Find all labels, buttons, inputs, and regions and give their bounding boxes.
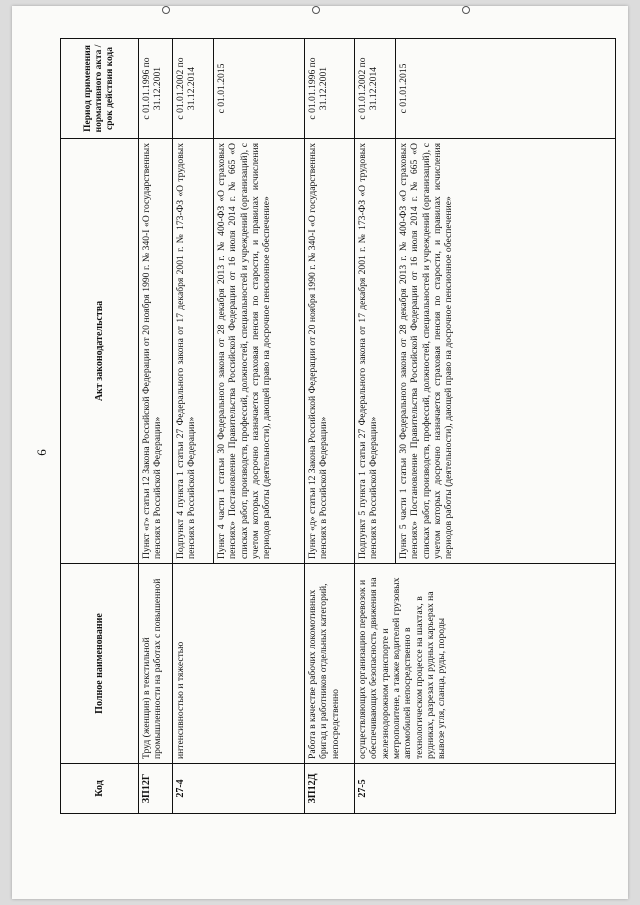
period-cell [173, 39, 305, 139]
act-text: Подпункт 5 пункта 1 статьи 27 Федерального закона от 17 декабря 2001 г. № 173-ФЗ «О трудовых пенсиях в Российской Федерации» [355, 139, 396, 563]
act-text: Пункт «д» статьи 12 Закона Российской Федерации от 20 ноября 1990 г. № 340-I «О государственных пенсиях в Российской Федерации» [307, 143, 330, 559]
header-act: Акт законодательства [61, 139, 139, 564]
period-cell [355, 39, 616, 139]
table-header-row [61, 39, 139, 814]
table-row [305, 39, 355, 814]
header-period: Период применения нормативного акта / срок действия кода [61, 39, 139, 139]
page-number: 6 [34, 449, 49, 456]
name-cell: осуществляющих организацию перевозок и обеспечивающих безопасность движения на железнодорожном транспорте и метрополитене, а также водителей грузовых автомобилей непосредственно в технологическом процессе на шахтах, в рудниках, разрезах и рудных карьерах на вывозе угля, сланца, руды, породы [355, 564, 616, 764]
period-text: с 01.01.2015 [216, 63, 227, 114]
codes-table [60, 38, 616, 814]
table-row [173, 39, 305, 814]
name-cell: интенсивностью и тяжестью [173, 564, 305, 764]
act-text: Подпункт 4 пункта 1 статьи 27 Федерального закона от 17 декабря 2001 г. № 173-ФЗ «О трудовых пенсиях в Российской Федерации» [173, 139, 214, 563]
table-row [139, 39, 173, 814]
table-row [355, 39, 616, 814]
act-text: Пункт «г» статьи 12 Закона Российской Федерации от 20 ноября 1990 г. № 340-I «О государственных пенсиях в Российской Федерации» [141, 143, 164, 559]
name-cell: Труд (женщин) в текстильной промышленности на работах с повышенной [139, 564, 173, 764]
header-code: Код [61, 764, 139, 814]
code-cell: ЗП12Д [305, 764, 355, 814]
period-text: с 01.01.1996 по 31.12.2001 [307, 57, 330, 120]
header-name: Полное наименование [61, 564, 139, 764]
name-cell: Работа в качестве рабочих локомотивных бригад и работников отдельных категорий, непосредственно [305, 564, 355, 764]
act-text: Пункт 5 части 1 статьи 30 Федерального закона от 28 декабря 2013 г. № 400-ФЗ «О страховых пенсиях» Постановление Правительства Российской Федерации от 16 июля 2014 г. № 665 «О списках работ, производств, профессий, должностей, специальностей и учреждений (организаций), с учетом которых досрочно назначается страховая пенсия по старости, и правилах исчисления периодов работы (деятельности), дающей право на досрочное пенсионное обеспечение» [398, 143, 455, 559]
period-text: с 01.01.1996 по 31.12.2001 [141, 57, 164, 120]
act-cell [173, 139, 305, 564]
period-text: с 01.01.2002 по 31.12.2014 [173, 39, 214, 138]
rotated-content [12, 6, 628, 899]
code-cell: 27-5 [355, 764, 616, 814]
code-cell: 27-4 [173, 764, 305, 814]
act-cell [305, 139, 355, 564]
period-cell [305, 39, 355, 139]
act-text: Пункт 4 части 1 статьи 30 Федерального закона от 28 декабря 2013 г. № 400-ФЗ «О страховых пенсиях» Постановление Правительства Российской Федерации от 16 июля 2014 г. № 665 «О списках работ, производств, профессий, должностей, специальностей и учреждений (организаций), с учетом которых досрочно назначается страховая пенсия по старости, и правилах исчисления периодов работы (деятельности), дающей право на досрочное пенсионное обеспечение» [216, 143, 273, 559]
document-page [12, 6, 628, 899]
act-cell [355, 139, 616, 564]
act-cell [139, 139, 173, 564]
period-text: с 01.01.2015 [398, 63, 409, 114]
code-cell: ЗП12Г [139, 764, 173, 814]
period-cell [139, 39, 173, 139]
period-text: с 01.01.2002 по 31.12.2014 [355, 39, 396, 138]
